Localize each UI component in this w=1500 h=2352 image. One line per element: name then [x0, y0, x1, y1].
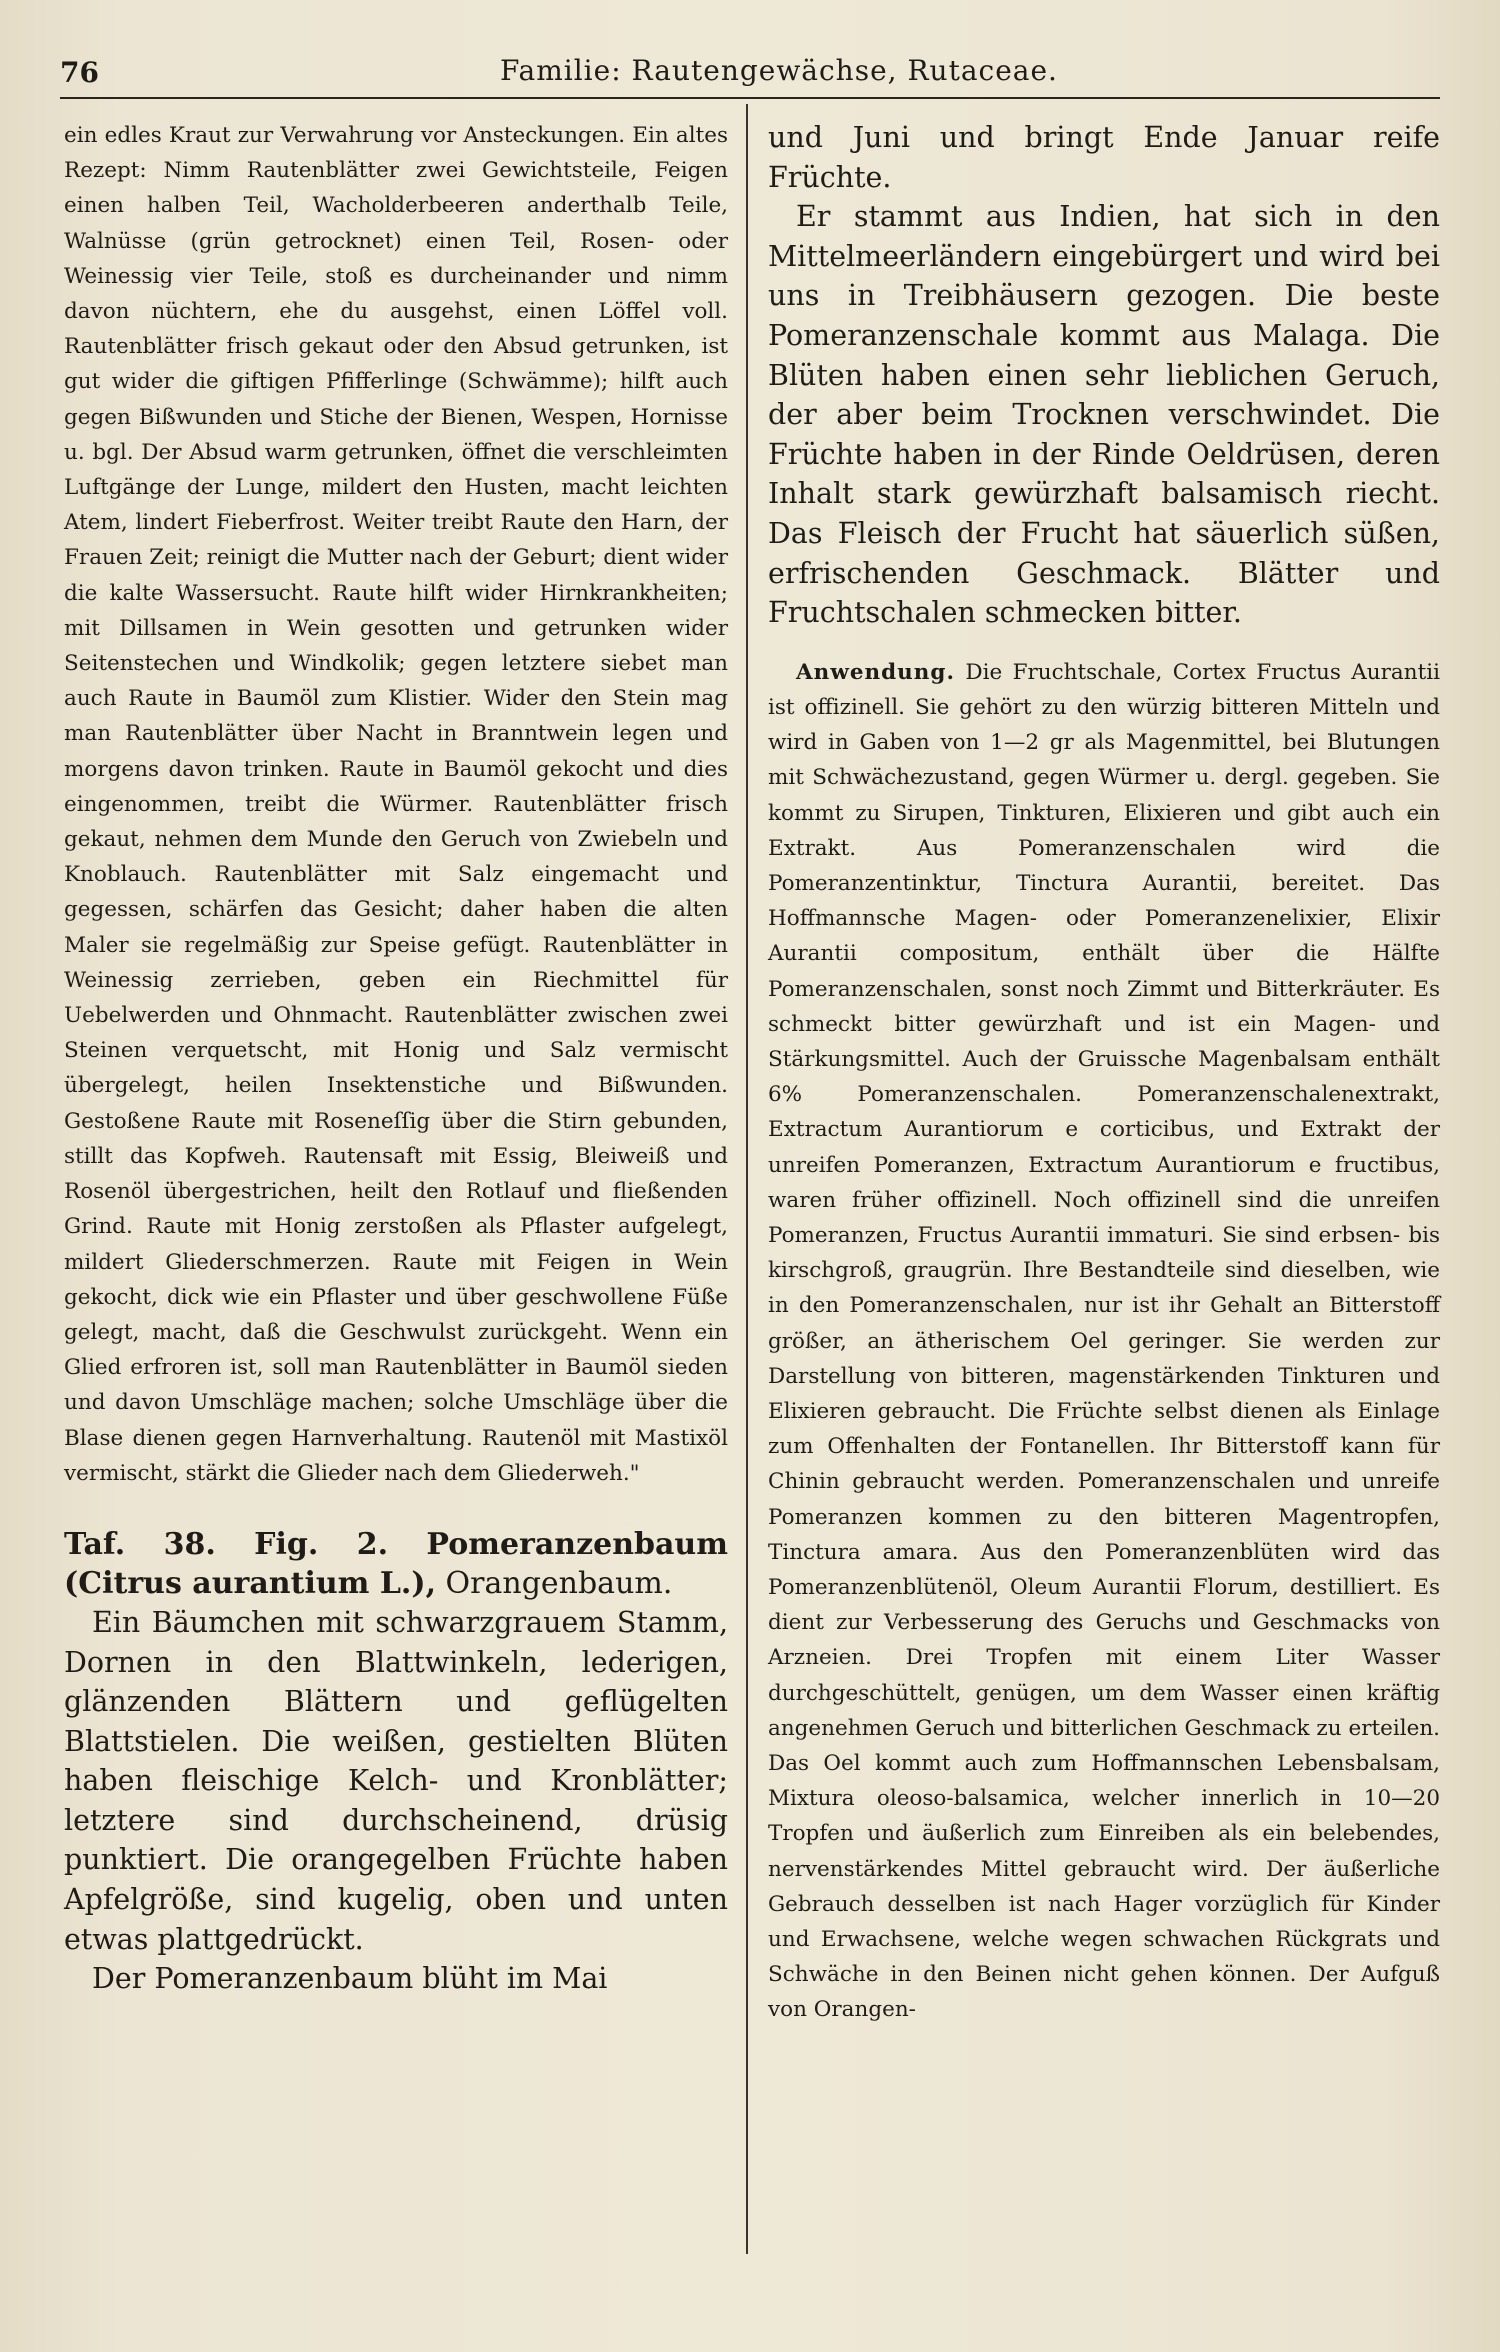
- right-paragraph-usage: [768, 655, 1440, 2028]
- left-paragraph-flowering: Der Pomeranzenbaum blüht im Mai: [92, 1962, 608, 1996]
- left-paragraph-rue-remedies: ein edles Kraut zur Verwahrung vor Ansteckungen. Ein altes Rezept: Nimm Rautenblätter zwei Gewichtsteile, Feigen einen halben Teil, Wacholderbeeren anderthalb Teile, Walnüsse (grün getrocknet) einen Teil, Rosen- oder Weinessig vier Teile, stoß es durcheinander und nimm davon nüchtern, ehe du ausgehst, einen Löffel voll. Rautenblätter frisch gekaut oder den Absud getrunken, ist gut wider die giftigen Pfifferlinge (Schwämme); hilft auch gegen Bißwunden und Stiche der Bienen, Wespen, Hornisse u. bgl. Der Absud warm getrunken, öffnet die verschleimten Luftgänge der Lunge, mildert den Husten, macht leichten Atem, lindert Fieberfrost. Weiter treibt Raute den Harn, der Frauen Zeit; reinigt die Mutter nach der Geburt; dient wider die kalte Wassersucht. Raute hilft wider Hirnkrankheiten; mit Dillsamen in Wein gesotten und getrunken wider Seitenstechen und Windkolik; gegen letztere siebet man auch Raute in Baumöl zum Klistier. Wider den Stein mag man Rautenblätter über Nacht in Branntwein legen und morgens davon trinken. Raute in Baumöl gekocht und dies eingenommen, treibt die Würmer. Rautenblätter frisch gekaut, nehmen dem Munde den Geruch von Zwiebeln und Knoblauch. Rautenblätter mit Salz eingemacht und gegessen, schärfen das Gesicht; daher haben die alten Maler sie regelmäßig zur Speise gefügt. Rautenblätter in Weinessig zerrieben, geben ein Riechmittel für Uebelwerden und Ohnmacht. Rautenblätter zwischen zwei Steinen verquetscht, mit Honig und Salz vermischt übergelegt, heilen Insektenstiche und Bißwunden. Gestoßene Raute mit Roseneſſig über die Stirn gebunden, stillt das Kopfweh. Rautensaft mit Essig, Bleiweiß und Rosenöl übergestrichen, heilt den Rotlauf und fließenden Grind. Raute mit Honig zerstoßen als Pflaster aufgelegt, mildert Gliederschmerzen. Raute mit Feigen in Wein gekocht, dick wie ein Pflaster und über geschwollene Füße gelegt, macht, daß die Geschwulst zurückgeht. Wenn ein Glied erfroren ist, soll man Rautenblätter in Baumöl sieden und davon Umschläge machen; solche Umschläge über die Blase dienen gegen Harnverhaltung. Rautenöl mit Mastixöl vermischt, stärkt die Glieder nach dem Gliederweh.": [64, 123, 728, 1486]
- section-heading-title: Taf. 38. Fig. 2. Pomeranzenbaum (Citrus aurantium L.),: [64, 1526, 728, 1601]
- right-paragraph-fruiting: und Juni und bringt Ende Januar reife Früchte.: [768, 121, 1440, 194]
- right-paragraph-origin: Er stammt aus Indien, hat sich in den Mittelmeerländern eingebürgert und wird bei uns in Treibhäusern gezogen. Die beste Pomeranzenschale kommt aus Malaga. Die Blüten haben einen sehr lieblichen Geruch, der aber beim Trocknen verschwindet. Die Früchte haben in der Rinde Oeldrüsen, deren Inhalt stark gewürzhaft balsamisch riecht. Das Fleisch der Frucht hat säuerlich süßen, erfrischenden Geschmack. Blätter und Fruchtschalen schmecken bitter.: [768, 200, 1440, 630]
- page-number: 76: [60, 56, 99, 89]
- section-heading-pomeranzenbaum: [64, 1525, 728, 1603]
- usage-text: Die Fruchtschale, Cortex Fructus Aurantii ist offizinell. Sie gehört zu den würzig bitteren Mitteln und wird in Gaben von 1—2 gr als Magenmittel, bei Blutungen mit Schwächezustand, gegen Würmer u. dergl. gegeben. Sie kommt zu Sirupen, Tinkturen, Elixieren und gibt auch ein Extrakt. Aus Pomeranzenschalen wird die Pomeranzentinktur, Tinctura Aurantii, bereitet. Das Hoffmannsche Magen- oder Pomeranzenelixier, Elixir Aurantii compositum, enthält über die Hälfte Pomeranzenschalen, sonst noch Zimmt und Bitterkräuter. Es schmeckt bitter gewürzhaft und ist ein Magen- und Stärkungsmittel. Auch der Gruissche Magenbalsam enthält 6% Pomeranzenschalen. Pomeranzenschalenextrakt, Extractum Aurantiorum e corticibus, und Extrakt der unreifen Pomeranzen, Extractum Aurantiorum e fructibus, waren früher offizinell. Noch offizinell sind die unreifen Pomeranzen, Fructus Aurantii immaturi. Sie sind erbsen- bis kirschgroß, graugrün. Ihre Bestandteile sind dieselben, wie in den Pomeranzenschalen, nur ist ihr Gehalt an Bitterstoff größer, an ätherischem Oel geringer. Sie werden zur Darstellung von bitteren, magenstärkenden Tinkturen und Elixieren gebraucht. Die Früchte selbst dienen als Einlage zum Offenhalten der Fontanellen. Ihr Bitterstoff kann für Chinin gebraucht werden. Pomeranzenschalen und unreife Pomeranzen kommen zu den bitteren Magentropfen, Tinctura amara. Aus den Pomeranzenblüten wird das Pomeranzenblütenöl, Oleum Aurantii Florum, destilliert. Es dient zur Verbesserung des Geruchs und Geschmacks von Arzneien. Drei Tropfen mit einem Liter Wasser durchgeschüttelt, genügen, um dem Wasser einen kräftig angenehmen Geruch und bitterlichen Geschmack zu erteilen. Das Oel kommt auch zum Hoffmannschen Lebensbalsam, Mixtura oleoso-balsamica, welcher innerlich in 10—20 Tropfen und äußerlich zum Einreiben als ein belebendes, nervenstärkendes Mittel gebraucht wird. Der äußerliche Gebrauch desselben ist nach Hager vorzüglich für Kinder und Erwachsene, welche wegen schwachen Rückgrats und Schwäche in den Beinen nicht gehen können. Der Aufguß von Orangen-: [768, 659, 1440, 2023]
- right-column: [768, 118, 1440, 2028]
- left-paragraph-description: Ein Bäumchen mit schwarzgrauem Stamm, Dornen in den Blattwinkeln, lederigen, glänzenden Blättern und geflügelten Blattstielen. Die weißen, gestielten Blüten haben fleischige Kelch- und Kronblätter; letztere sind durchscheinend, drüsig punktiert. Die orangegelben Früchte haben Apfelgröße, sind kugelig, oben und unten etwas plattgedrückt.: [64, 1605, 728, 1956]
- section-heading-common-name: Orangenbaum.: [436, 1565, 673, 1601]
- header-rule: [60, 97, 1440, 99]
- page-header: [60, 50, 1440, 98]
- left-column: [64, 118, 728, 1999]
- running-title: Familie: Rautengewächse, Rutaceae.: [500, 54, 1058, 87]
- column-divider: [746, 104, 748, 2254]
- usage-lead: Anwendung.: [796, 659, 955, 685]
